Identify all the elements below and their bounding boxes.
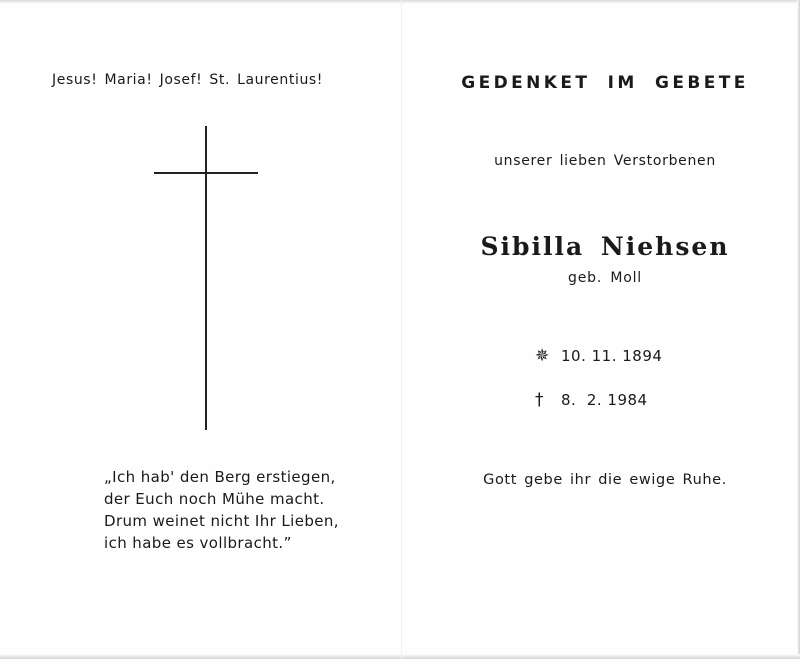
death-dagger-icon: † [535, 390, 544, 410]
poem-line: Drum weinet nicht Ihr Lieben, [104, 512, 339, 530]
death-date: 8. 2. 1984 [561, 391, 648, 409]
card-heading: GEDENKET IM GEBETE [461, 73, 749, 93]
card-edge-top [0, 0, 800, 4]
birth-date-row [535, 346, 662, 366]
blessing-text: Gott gebe ihr die ewige Ruhe. [483, 472, 727, 488]
deceased-name: Sibilla Niehsen [480, 232, 730, 261]
maiden-name: geb. Moll [568, 270, 642, 286]
subline: unserer lieben Verstorbenen [494, 153, 716, 169]
invocation-text: Jesus! Maria! Josef! St. Laurentius! [52, 72, 324, 88]
birth-star-icon: ✵ [535, 346, 550, 366]
poem-line: ich habe es vollbracht.” [104, 534, 292, 552]
poem-line: der Euch noch Mühe macht. [104, 490, 325, 508]
poem-line: „Ich hab' den Berg erstiegen, [104, 468, 336, 486]
cross-horizontal-beam [154, 172, 258, 174]
death-date-row [535, 390, 648, 410]
poem [104, 466, 384, 554]
card-fold-line [401, 0, 402, 659]
card-edge-bottom [0, 654, 800, 659]
birth-date: 10. 11. 1894 [561, 347, 663, 365]
